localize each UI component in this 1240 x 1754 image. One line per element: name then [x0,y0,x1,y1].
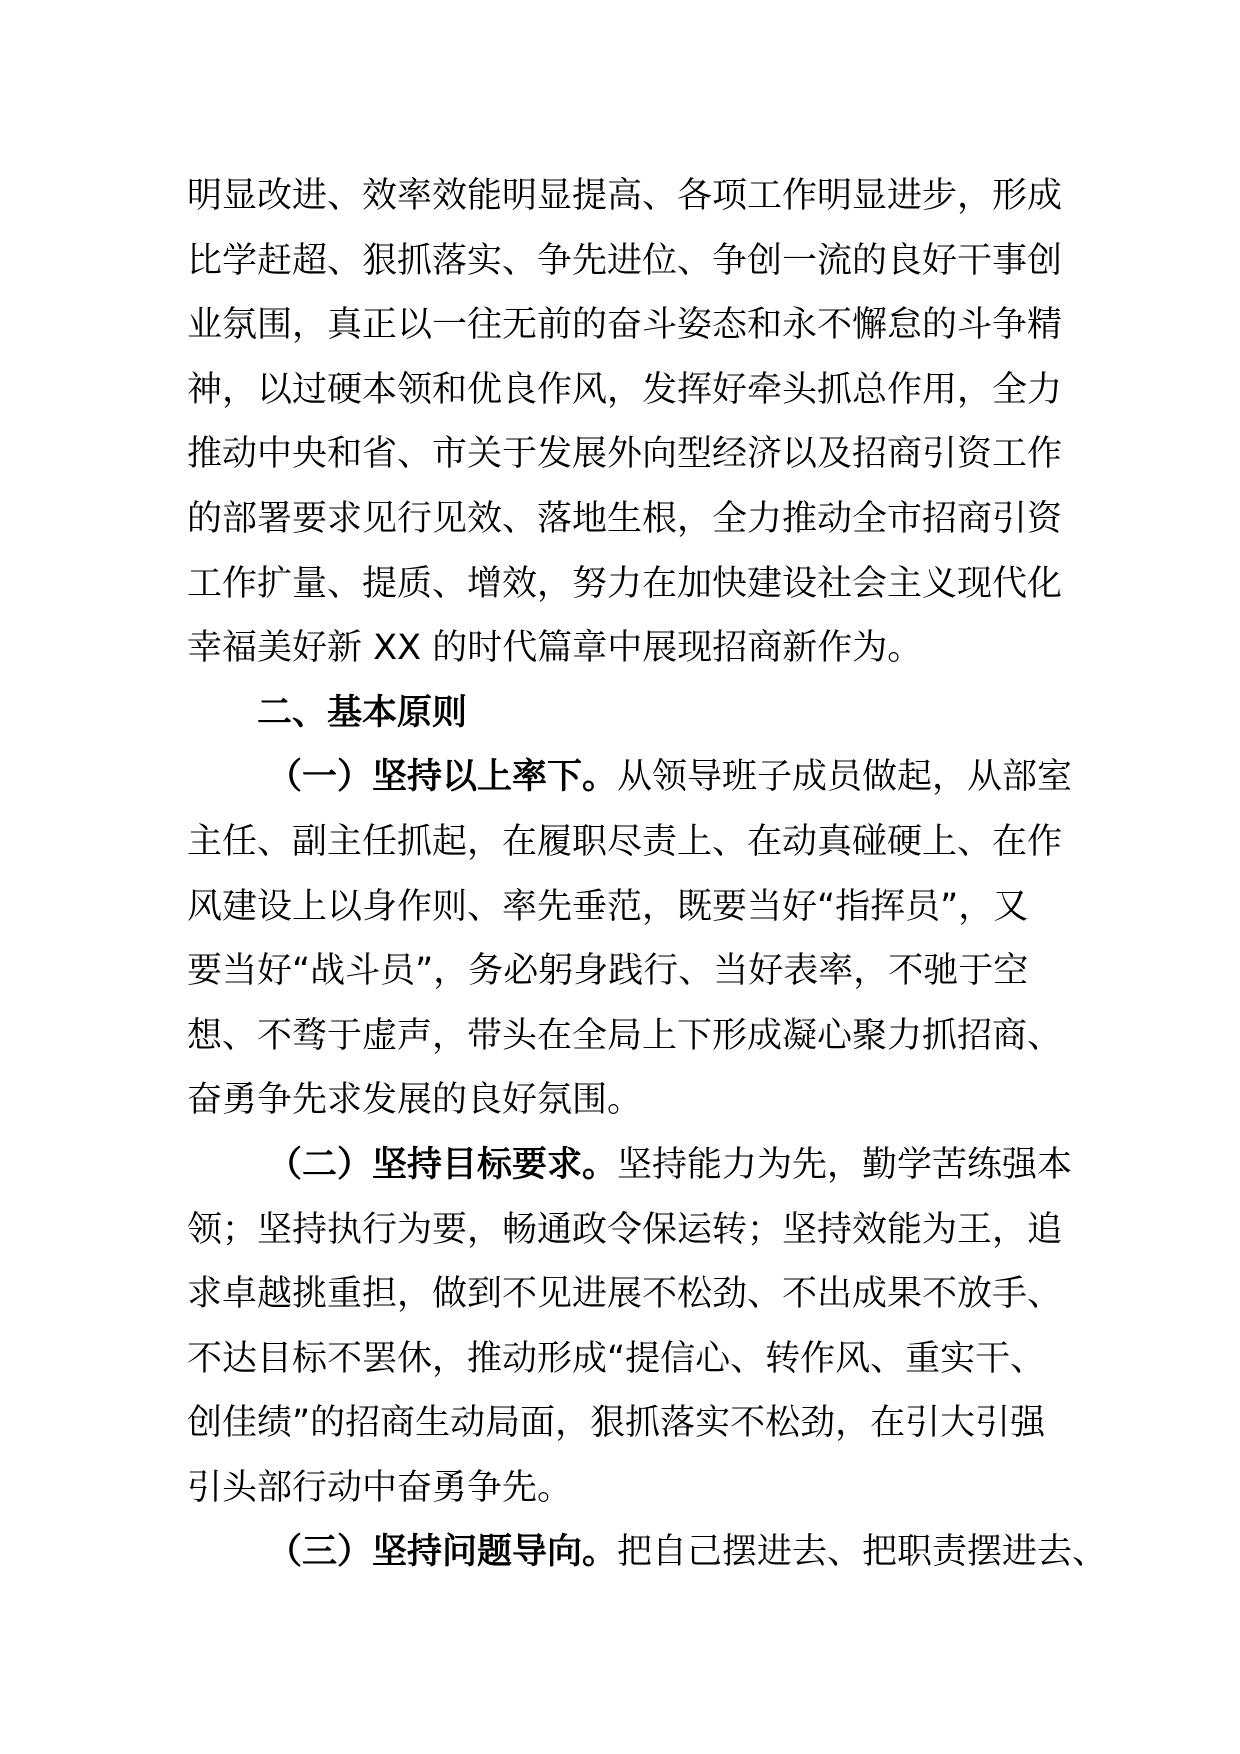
principle-1-line: 要当好“战斗员”，务必躬身践行、当好表率，不驰于空 [187,951,1029,992]
principle-1-line: 奋勇争先求发展的良好氛围。 [187,1080,643,1121]
body-line: 比学赶超、狠抓落实、争先进位、争创一流的良好干事创 [187,240,1063,281]
principle-1-line: 想、不骛于虚声，带头在全局上下形成凝心聚力抓招商、 [187,1015,1063,1056]
principle-3-lead: 把自己摆进去、把职责摆进去、 [617,1532,1108,1573]
principle-2-line: 求卓越挑重担，做到不见进展不松劲、不出成果不放手、 [187,1274,1063,1315]
body-line: 神，以过硬本领和优良作风，发挥好牵头抓总作用，全力 [187,369,1063,410]
principle-1-line: 主任、副主任抓起，在履职尽责上、在动真碰硬上、在作 [187,821,1063,862]
body-line: 的部署要求见行见效、落地生根，全力推动全市招商引资 [187,498,1063,539]
principle-1-line: 风建设上以身作则、率先垂范，既要当好“指挥员”，又 [187,886,1029,927]
body-line: 业氛围，真正以一往无前的奋斗姿态和永不懈怠的斗争精 [187,305,1063,346]
principle-3-title: （三）坚持问题导向。 [267,1532,618,1573]
principle-2-title: （二）坚持目标要求。 [267,1144,618,1185]
principle-2-lead: 坚持能力为先，勤学苦练强本 [617,1144,1073,1185]
principle-1-title: （一）坚持以上率下。 [267,757,618,798]
principle-3-first-line [187,1520,1108,1585]
principle-1-first-line [187,745,1073,810]
document-body [187,164,1108,1585]
principle-2-line: 领；坚持执行为要，畅通政令保运转；坚持效能为王，追 [187,1209,1063,1250]
principle-2-line: 创佳绩”的招商生动局面，狠抓落实不松劲，在引大引强 [187,1403,1046,1444]
principle-2-line: 不达目标不罢休，推动形成“提信心、转作风、重实干、 [187,1338,1046,1379]
principle-2-line: 引头部行动中奋勇争先。 [187,1467,573,1508]
body-line: 幸福美好新 XX 的时代篇章中展现招商新作为。 [187,628,923,669]
section-heading: 二、基本原则 [257,692,468,733]
body-line: 明显改进、效率效能明显提高、各项工作明显进步，形成 [187,176,1063,216]
principle-1-lead: 从领导班子成员做起，从部室 [617,757,1073,798]
body-line: 推动中央和省、市关于发展外向型经济以及招商引资工作 [187,434,1063,475]
principle-2-first-line [187,1133,1073,1198]
body-line: 工作扩量、提质、增效，努力在加快建设社会主义现代化 [187,563,1063,604]
